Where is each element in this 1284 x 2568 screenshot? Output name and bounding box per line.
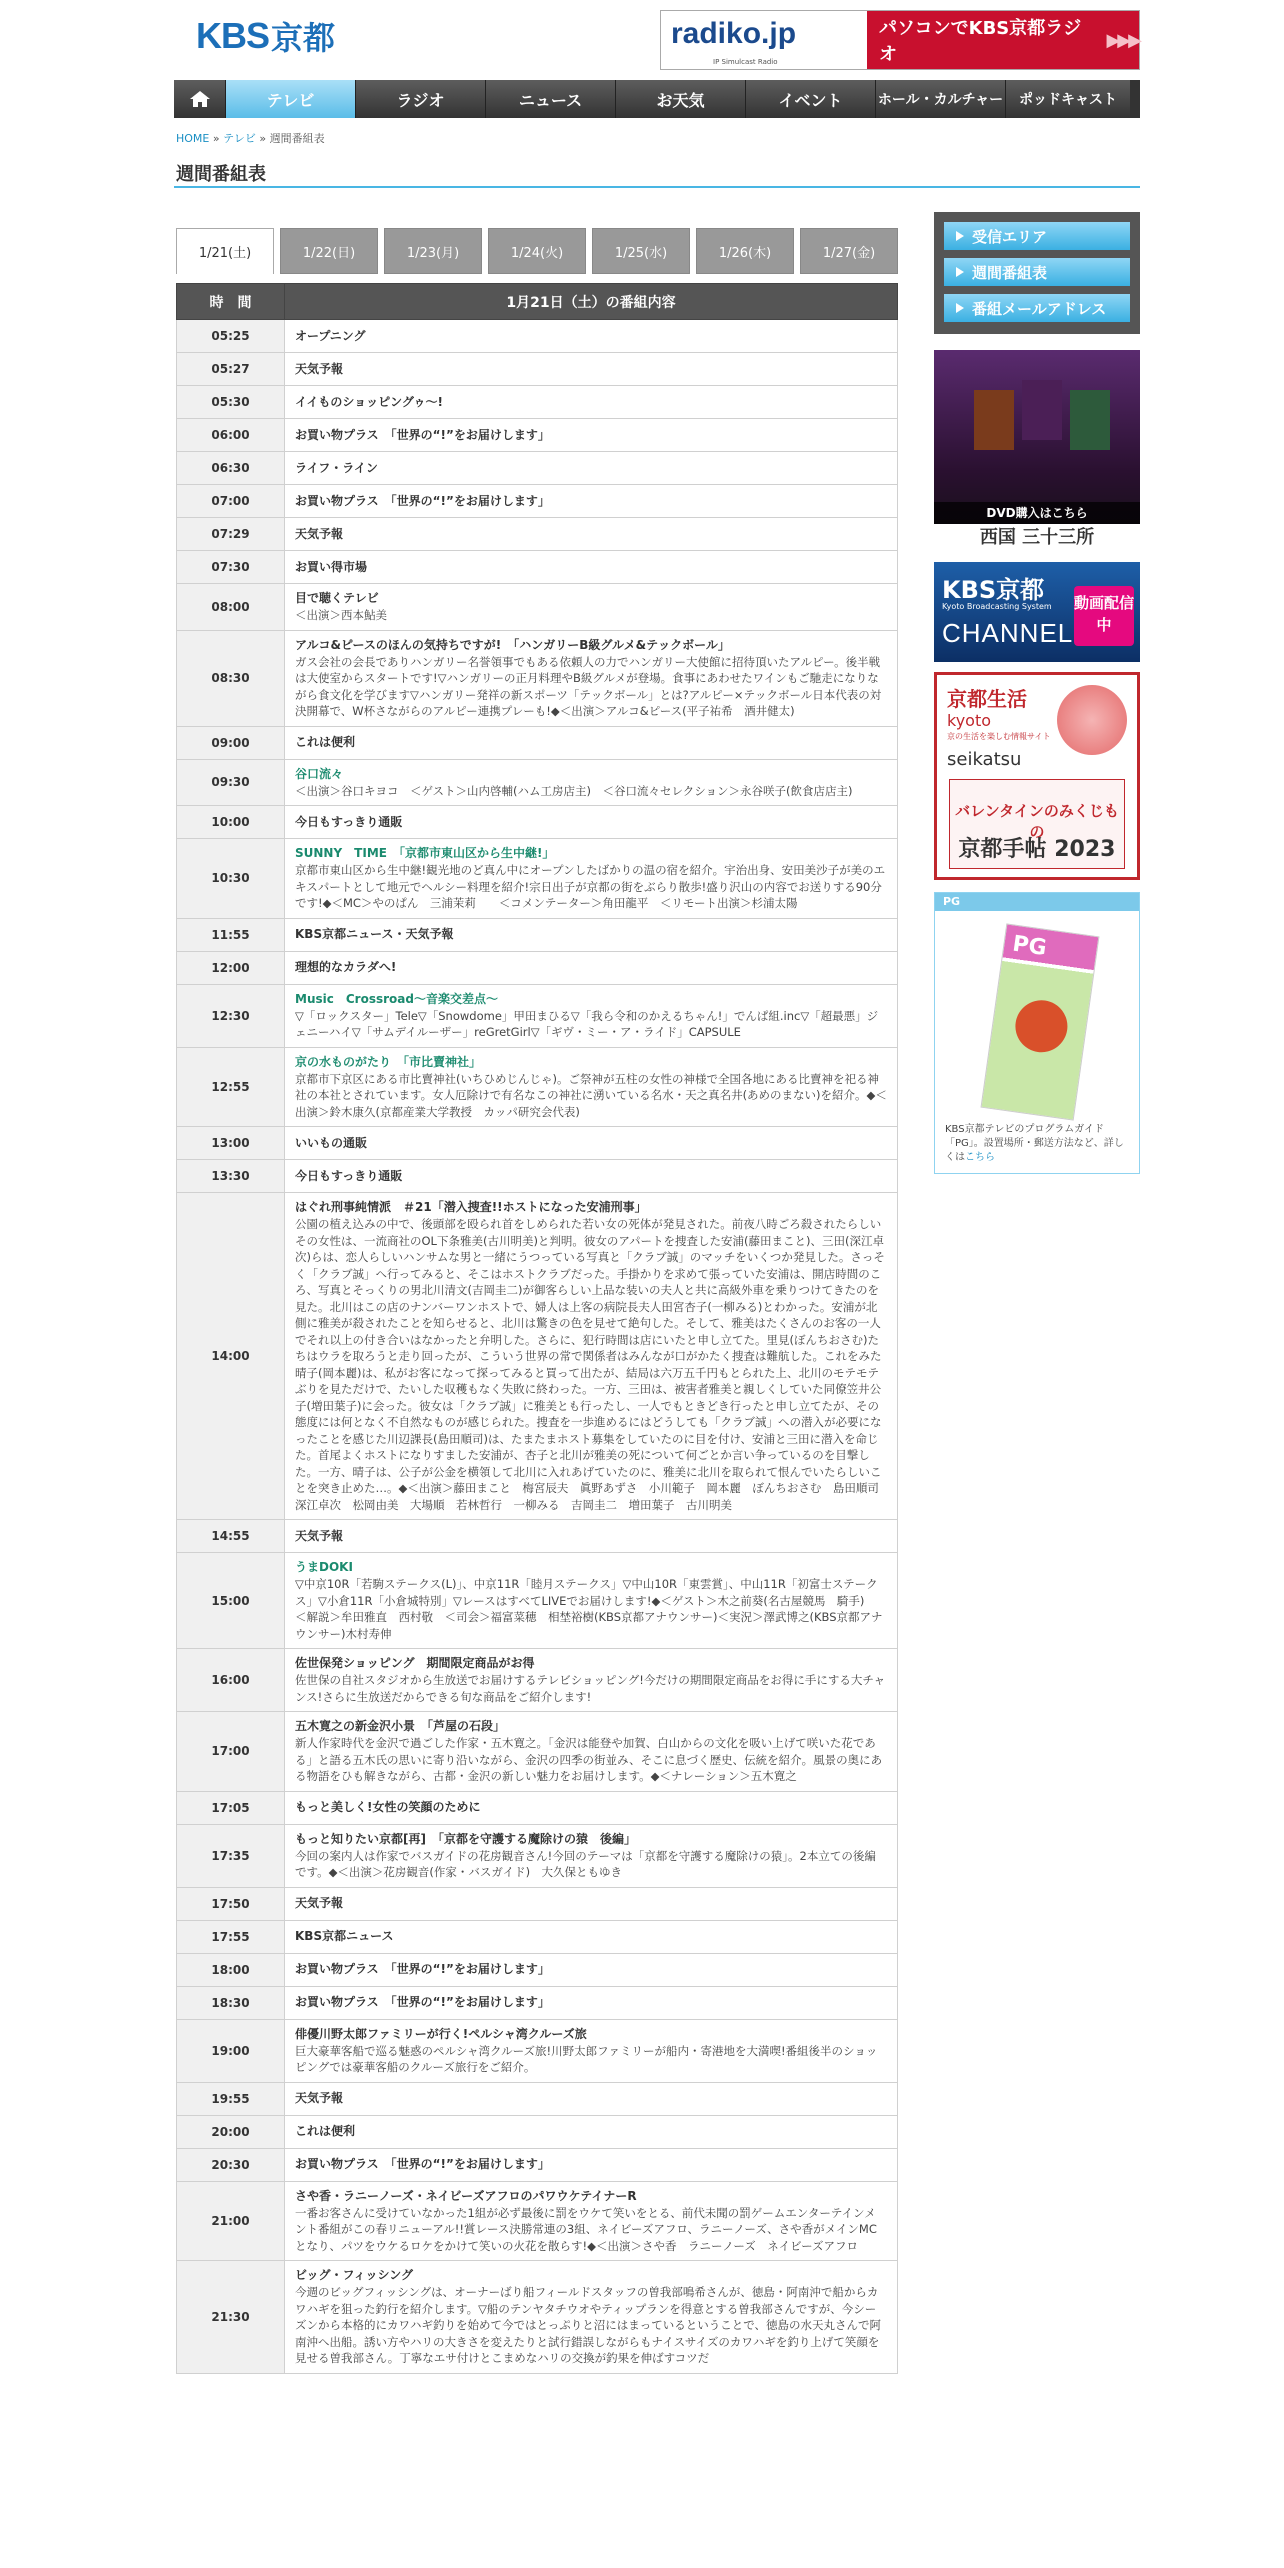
table-row xyxy=(177,1160,898,1193)
row-time: 17:05 xyxy=(177,1791,285,1824)
row-time: 05:30 xyxy=(177,386,285,419)
tab-day-3[interactable]: 1/23(月) xyxy=(384,228,482,274)
row-content xyxy=(285,584,898,631)
breadcrumb: HOME » テレビ » 週間番組表 xyxy=(176,132,325,145)
row-content xyxy=(285,353,898,386)
program-title[interactable]: 京の水ものがたり 「市比賣神社」 xyxy=(295,1054,482,1069)
program-title: 今日もすっきり通販 xyxy=(295,1168,403,1183)
program-title[interactable]: SUNNY TIME 「京都市東山区から生中継!」 xyxy=(295,846,555,860)
table-row xyxy=(177,452,898,485)
program-title: 五木寛之の新金沢小景 「芦屋の石段」 xyxy=(295,1719,506,1733)
program-title: 佐世保発ショッピング 期間限定商品がお得 xyxy=(295,1656,535,1670)
row-time: 09:00 xyxy=(177,726,285,759)
nav-news[interactable]: ニュース xyxy=(486,80,616,118)
row-content xyxy=(285,2019,898,2082)
row-content xyxy=(285,1953,898,1986)
radiko-banner[interactable]: radiko.jp IP Simulcast Radio パソコンでKBS京都ラジオ ▶▶▶ xyxy=(660,10,1140,70)
row-time: 12:55 xyxy=(177,1047,285,1127)
program-title: お買い物プラス 「世界の“!”をお届けします」 xyxy=(295,1995,550,2009)
main-nav xyxy=(174,80,1140,118)
row-time: 10:00 xyxy=(177,806,285,839)
program-mail-button[interactable]: 番組メールアドレス xyxy=(944,294,1130,322)
program-title: さや香・ラニーノーズ・ネイビーズアフロのパワウケテイナーR xyxy=(295,2188,637,2203)
program-title: 俳優川野太郎ファミリーが行く!ペルシャ湾クルーズ旅 xyxy=(295,2026,587,2041)
program-title: お買い物プラス 「世界の“!”をお届けします」 xyxy=(295,2157,550,2171)
program-title: KBS京都ニュース・天気予報 xyxy=(295,927,454,941)
program-description: ▽「ロックスター」Tele▽「Snowdome」甲田まひる▽「我ら令和のかえるちゃん!」でんぱ組.inc▽「超最悪」ジェニーハイ▽「サムデイルーザー」reGretGirl▽「ギヴ・ミー・ア・ライド」CAPSULE xyxy=(295,1008,879,1039)
row-time: 07:29 xyxy=(177,518,285,551)
table-row xyxy=(177,2115,898,2148)
row-time: 11:55 xyxy=(177,918,285,951)
program-title[interactable]: Music Crossroad～音楽交差点～ xyxy=(295,991,498,1006)
arrow-icon: ▶▶▶ xyxy=(1106,29,1139,51)
program-description: 京都市下京区にある市比賣神社(いちひめじんじゃ)。ご祭神が五柱の女性の神様で全国各地にある比賣神を祀る神社の本社とされています。女人厄除けで有名なこの神社に湧いている名水・天之真名井(あめのまない)を紹介。◆＜出演＞鈴木康久(京都産業大学教授 カッパ研究会代表) xyxy=(295,1071,887,1119)
table-row xyxy=(177,419,898,452)
nav-radio[interactable]: ラジオ xyxy=(356,80,486,118)
program-title: ビッグ・フィッシング xyxy=(295,2268,414,2282)
table-row xyxy=(177,584,898,631)
row-content xyxy=(285,320,898,353)
nav-weather[interactable]: お天気 xyxy=(616,80,746,118)
row-time: 15:00 xyxy=(177,1553,285,1649)
program-description: 佐世保の自社スタジオから生放送でお届けするテレビショッピング!今だけの期間限定商品をお得に手にする大チャンス!さらに生放送だからできる旬な商品をご紹介します! xyxy=(295,1673,886,1704)
table-row xyxy=(177,1920,898,1953)
table-row xyxy=(177,1520,898,1553)
video-badge: 動画配信中 xyxy=(1074,586,1134,646)
table-row xyxy=(177,2019,898,2082)
row-time: 18:00 xyxy=(177,1953,285,1986)
row-time: 21:30 xyxy=(177,2261,285,2374)
program-title: 天気予報 xyxy=(295,1896,344,1910)
tab-day-1[interactable]: 1/21(土) xyxy=(176,228,274,274)
table-row xyxy=(177,2261,898,2374)
program-title: 今日もすっきり通販 xyxy=(295,814,403,829)
schedule-table xyxy=(176,283,898,2374)
row-time: 18:30 xyxy=(177,1986,285,2019)
table-row xyxy=(177,1986,898,2019)
row-time: 06:00 xyxy=(177,419,285,452)
kbs-channel-banner[interactable]: KBS京都 Kyoto Broadcasting System CHANNEL 動画配信中 xyxy=(934,562,1140,662)
row-content xyxy=(285,2082,898,2115)
table-row xyxy=(177,759,898,806)
row-content xyxy=(285,918,898,951)
row-time: 08:00 xyxy=(177,584,285,631)
table-row xyxy=(177,1712,898,1792)
program-title: はぐれ刑事純情派 ＃21「潜入捜査!!ホストになった安浦刑事」 xyxy=(295,1200,647,1214)
table-row xyxy=(177,1649,898,1712)
row-time: 20:30 xyxy=(177,2148,285,2181)
row-time: 07:00 xyxy=(177,485,285,518)
row-time: 14:00 xyxy=(177,1193,285,1520)
table-row xyxy=(177,726,898,759)
nav-hall-culture[interactable]: ホール・カルチャー xyxy=(876,80,1006,118)
row-content xyxy=(285,1986,898,2019)
row-time: 17:50 xyxy=(177,1887,285,1920)
row-time: 13:30 xyxy=(177,1160,285,1193)
row-content xyxy=(285,1160,898,1193)
row-time: 10:30 xyxy=(177,839,285,919)
program-title: オープニング xyxy=(295,328,366,343)
kyoto-seikatsu-banner[interactable]: 京都生活 kyoto 京の生活を楽しむ情報サイト seikatsu バレンタインのみくじもの 京都手帖 2023 xyxy=(934,672,1140,880)
pg-cover[interactable]: PG xyxy=(935,911,1139,1123)
program-description: 今週のビッグフィッシングは、オーナーばり船フィールドスタッフの曽我部鳴希さんが、徳島・阿南沖で船からカワハギを狙った釣行を紹介します。▽船のテンヤタチウオやティップランを得意とする曽我部さんですが、今シーズンから本格的にカワハギ釣りを始めて今ではとっぷりと沼にはまっているということで、徳島の水天丸さんで阿南沖へ出船。誘い方やハリの大きさを変えたりと試行錯誤しながらもナイスサイズのカワハギを釣り上げて笑顔を見せる曽我部さん。丁寧なエサ付けとこまめなハリの交換が釣果を伸ばすコツだ xyxy=(295,2285,882,2365)
column-header-time: 時 間 xyxy=(177,284,285,320)
row-content xyxy=(285,1887,898,1920)
program-title: もっと美しく!女性の笑顔のために xyxy=(295,1800,481,1814)
row-time: 07:30 xyxy=(177,551,285,584)
table-row xyxy=(177,353,898,386)
row-content xyxy=(285,839,898,919)
page-title: 週間番組表 xyxy=(174,160,1140,188)
program-title: ライフ・ライン xyxy=(295,460,378,475)
breadcrumb-tv[interactable]: テレビ xyxy=(223,132,256,145)
row-time: 12:30 xyxy=(177,984,285,1047)
row-time: 14:55 xyxy=(177,1520,285,1553)
row-content xyxy=(285,1791,898,1824)
table-row xyxy=(177,918,898,951)
sidebar xyxy=(934,212,1140,1174)
row-time: 17:55 xyxy=(177,1920,285,1953)
nav-event[interactable]: イベント xyxy=(746,80,876,118)
row-content xyxy=(285,984,898,1047)
row-content xyxy=(285,1920,898,1953)
home-icon[interactable] xyxy=(174,80,226,118)
row-time: 09:30 xyxy=(177,759,285,806)
program-title: いいもの通販 xyxy=(295,1135,368,1150)
program-title: KBS京都ニュース xyxy=(295,1929,394,1943)
program-description: ＜出演＞谷口キヨコ ＜ゲスト＞山内啓輔(ハム工房店主) ＜谷口流々セレクション＞永谷咲子(飲食店店主) xyxy=(295,783,853,798)
row-time: 12:00 xyxy=(177,951,285,984)
row-time: 17:35 xyxy=(177,1824,285,1887)
program-description: 巨大豪華客船で巡る魅惑のペルシャ湾クルーズ旅!川野太郎ファミリーが船内・寄港地を大満喫!番組後半のショッピングでは豪華客船のクルーズ旅行をご紹介。 xyxy=(295,2043,878,2074)
row-content xyxy=(285,2115,898,2148)
program-description: 一番お客さんに受けていなかった1組が必ず最後に罰をウケて笑いをとる、前代未聞の罰ゲームエンターテインメント番組がこの春リニューアル!!賞レース決勝常連の3組、ネイビーズアフロ、ラニーノーズ、さや香がメインMCとなり、パツをウケるロケをかけて笑いの火花を散らす!◆＜出演＞さや香 ラニーノーズ ネイビーズアフロ xyxy=(295,2205,877,2253)
row-content xyxy=(285,726,898,759)
table-row xyxy=(177,806,898,839)
table-row xyxy=(177,1047,898,1127)
pg-text: KBS京都テレビのプログラムガイド「PG」。設置場所・郵送方法など、詳しくはこちら xyxy=(945,1124,1124,1163)
row-content xyxy=(285,2148,898,2181)
program-title: これは便利 xyxy=(295,735,356,749)
tab-day-6[interactable]: 1/26(木) xyxy=(696,228,794,274)
program-description: 新人作家時代を金沢で過ごした作家・五木寛之。「金沢は能登や加賀、白山からの文化を吸い上げて咲いた花である」と語る五木氏の思いに寄り沿いながら、金沢の四季の街並み、そこに息づく歴史、伝統を紹介。風景の奥にある物語をひも解きながら、古都・金沢の新しい魅力をお届けします。◆＜ナレーション＞五木寛之 xyxy=(295,1736,883,1783)
program-title: お買い物プラス 「世界の“!”をお届けします」 xyxy=(295,427,550,442)
table-row xyxy=(177,984,898,1047)
program-title[interactable]: うまDOKI xyxy=(295,1560,353,1574)
row-content xyxy=(285,1712,898,1792)
program-title: 天気予報 xyxy=(295,361,344,376)
pg-box xyxy=(934,892,1140,1174)
row-time: 13:00 xyxy=(177,1127,285,1160)
table-row xyxy=(177,320,898,353)
sidebar-menu xyxy=(934,212,1140,334)
program-title: イイものショッピングゥ～! xyxy=(295,394,444,409)
row-content xyxy=(285,1520,898,1553)
weekly-schedule-button[interactable]: 週間番組表 xyxy=(944,258,1130,286)
table-row xyxy=(177,2148,898,2181)
program-title[interactable]: 谷口流々 xyxy=(295,766,344,781)
program-title: アルコ&ピースのほんの気持ちですが! 「ハンガリーB級グルメ&テックボール」 xyxy=(295,637,730,652)
tab-day-2[interactable]: 1/22(日) xyxy=(280,228,378,274)
row-time: 16:00 xyxy=(177,1649,285,1712)
column-header-content: 1月21日（土）の番組内容 xyxy=(285,284,898,320)
table-row xyxy=(177,1887,898,1920)
tab-day-7[interactable]: 1/27(金) xyxy=(800,228,898,274)
row-content xyxy=(285,1553,898,1649)
program-title: 理想的なカラダへ! xyxy=(295,960,397,974)
row-content xyxy=(285,1127,898,1160)
table-row xyxy=(177,2082,898,2115)
row-time: 08:30 xyxy=(177,630,285,726)
row-content xyxy=(285,452,898,485)
reception-area-button[interactable]: 受信エリア xyxy=(944,222,1130,250)
table-row xyxy=(177,1193,898,1520)
row-content xyxy=(285,1649,898,1712)
table-row xyxy=(177,1127,898,1160)
table-row xyxy=(177,1553,898,1649)
table-row xyxy=(177,485,898,518)
program-title: 天気予報 xyxy=(295,2091,344,2105)
table-row xyxy=(177,1791,898,1824)
row-time: 19:00 xyxy=(177,2019,285,2082)
row-content xyxy=(285,485,898,518)
program-title: これは便利 xyxy=(295,2124,356,2138)
row-time: 21:00 xyxy=(177,2181,285,2261)
row-time: 17:00 xyxy=(177,1712,285,1792)
row-content xyxy=(285,419,898,452)
date-tabs xyxy=(176,228,898,276)
breadcrumb-current: 週間番組表 xyxy=(269,132,325,145)
row-time: 20:00 xyxy=(177,2115,285,2148)
flower-icon xyxy=(1057,685,1127,755)
table-row xyxy=(177,839,898,919)
program-title: お買い物プラス 「世界の“!”をお届けします」 xyxy=(295,493,550,508)
row-content xyxy=(285,2261,898,2374)
program-description: 今回の案内人は作家でバスガイドの花房観音さん!今回のテーマは「京都を守護する魔除けの猿」。2本立ての後編です。◆＜出演＞花房観音(作家・バスガイド) 大久保ともゆき xyxy=(295,1848,876,1879)
table-row xyxy=(177,1824,898,1887)
row-time: 06:30 xyxy=(177,452,285,485)
program-title: お買い得市場 xyxy=(295,559,368,574)
table-row xyxy=(177,2181,898,2261)
nav-tv[interactable]: テレビ xyxy=(226,80,356,118)
row-content xyxy=(285,759,898,806)
table-row xyxy=(177,551,898,584)
row-content xyxy=(285,1193,898,1520)
program-title: 天気予報 xyxy=(295,1528,344,1543)
kbs-logo[interactable]: KBS 京都 xyxy=(196,15,336,57)
row-content xyxy=(285,1824,898,1887)
row-time: 05:27 xyxy=(177,353,285,386)
row-content xyxy=(285,551,898,584)
radiko-logo: radiko.jp xyxy=(671,17,797,50)
tab-day-5[interactable]: 1/25(水) xyxy=(592,228,690,274)
program-title: お買い物プラス 「世界の“!”をお届けします」 xyxy=(295,1962,550,1976)
row-time: 19:55 xyxy=(177,2082,285,2115)
table-row xyxy=(177,1953,898,1986)
pg-link[interactable]: こちら xyxy=(965,1152,995,1163)
table-row xyxy=(177,518,898,551)
program-description: ▽中京10R「若駒ステークス(L)」、中京11R「睦月ステークス」▽中山10R「東雲賞」、中山11R「初富士ステークス」▽小倉11R「小倉城特別」▽レースはすべてLIVEでお届けします!◆＜ゲスト＞木之前葵(名古屋競馬 騎手) ＜解説＞牟田雅直 西村敬 ＜司会＞福富菜穂 相埜裕樹(KBS京都アナウンサー)＜実況＞澤武博之(KBS京都アナウンサー)木村寿伸 xyxy=(295,1577,883,1641)
program-description: 公園の植え込みの中で、後頭部を殴られ首をしめられた若い女の死体が発見された。前夜八時ごろ殺されたらしいその女性は、一流商社のOL下条雅美(古川明美)と判明。彼女のアパートを捜査した安浦(藤田まこと)、三田(深江卓次)らは、恋人らしいハンサムな男と一緒にうつっている写真と「クラブ誠」のマッチをいくつか発見した。さっそく「クラブ誠」へ行ってみると、そこはホストクラブだった。手掛かりを求めて張っていた安浦は、開店時間のころ、写真とそっくりの男北川清文(吉岡圭二)が御客らしい上品な装いの夫人と共に高級外車を乗りつけてきたのを見た。北川はこの店のナンバーワンホストで、婦人は上客の病院長夫人田宮杏子(一柳みる)とわかった。安浦が北側に雅美が殺されたことを知らせると、北川は驚きの色を見せて絶句した。そして、雅美はたくさんのお客の一人でそれ以上の付き合いはなかったと弁明した。さらに、犯行時間は店にいたと申し立てた。里見(ぼんちおさむ)たちはウラを取ろうと走り回ったが、こういう世界の常で関係者はみんなが口がかたく捜査は難航した。これをみた晴子(岡本麗)は、私がお客になって探ってみると買って出たが、結局は六万五千円もとられた上、北川のモテモテぶりを見ただけで、たいした収穫もなく失敗に終わった。一方、三田は、被害者雅美と親しくしていた同僚笠井公子(増田葉子)に会った。彼女は「クラブ誠」に雅美とも行ったし、一人でもときどき行ったと申し立てたが、その態度には何となく不自然なものが感じられた。捜査を一歩進めるにはどうしても「クラブ誠」への潜入が必要になったことを感じた川辺課長(島田順司)は、たまたまホスト募集をしていたのに目を付け、安浦と三田に潜入を命じた。首尾よくホストになりすました安浦が、杏子と北川が雅美の死について何ごとか言い争っているのを目撃した。一方、晴子は、公子が公金を横領して北川に入れあげていたのに、雅美に北川を取られて恨んでいたらしいことを突き止めた…。◆＜出演＞藤田まこと 梅宮辰夫 眞野あずさ 小川範子 岡本麗 ぼんちおさむ 島田順司 深江卓次 松岡由美 大場順 若林哲行 一柳みる 吉岡圭二 増田葉子 古川明美 xyxy=(295,1217,891,1512)
nav-podcast[interactable]: ポッドキャスト xyxy=(1006,80,1130,118)
program-description: 京都市東山区から生中継!観光地のど真ん中にオープンしたばかりの温の宿を紹介。宇治出身、安田美沙子が美のエキスパートとして地元でヘルシー料理を紹介!宗日出子が京都の街をぶらり散歩!盛り沢山の内容でお送りする90分です!◆＜MC＞やのぱん 三浦茉莉 ＜コメンテーター＞角田龍平 ＜リモート出演＞杉浦太陽 xyxy=(295,863,886,910)
row-content xyxy=(285,951,898,984)
program-description: ＜出演＞西本鮎美 xyxy=(295,608,387,622)
program-title: 目で聴くテレビ xyxy=(295,591,379,605)
program-title: 天気予報 xyxy=(295,526,344,541)
row-content xyxy=(285,1047,898,1127)
table-row xyxy=(177,630,898,726)
row-time: 05:25 xyxy=(177,320,285,353)
pg-header: PG xyxy=(935,893,1139,911)
row-content xyxy=(285,386,898,419)
table-row xyxy=(177,951,898,984)
program-description: ガス会社の会長でありハンガリー名誉領事でもある依頼人の力でハンガリー大使館に招待頂いたアルピー。後半戦は大使室からスタートです!▽ハンガリーの正月料理やB級グルメが登場。食事にあわせたワインもご馳走になりながら食文化を学びます▽ハンガリー発祥の新スポーツ「テックボール」とは?アルピー×テックボール日本代表の対決開幕で、W杯さながらのアルピー連携プレーも!◆＜出演＞アルコ&ピース(平子祐希 酒井健太) xyxy=(295,654,882,718)
table-row xyxy=(177,386,898,419)
program-title: もっと知りたい京都[再] 「京都を守護する魔除けの猿 後編」 xyxy=(295,1831,636,1846)
row-content xyxy=(285,518,898,551)
breadcrumb-home[interactable]: HOME xyxy=(176,132,210,145)
row-content xyxy=(285,630,898,726)
row-content xyxy=(285,806,898,839)
tab-day-4[interactable]: 1/24(火) xyxy=(488,228,586,274)
row-content xyxy=(285,2181,898,2261)
dvd-banner[interactable]: DVD購入はこちら 西国 三十三所 xyxy=(934,350,1140,552)
